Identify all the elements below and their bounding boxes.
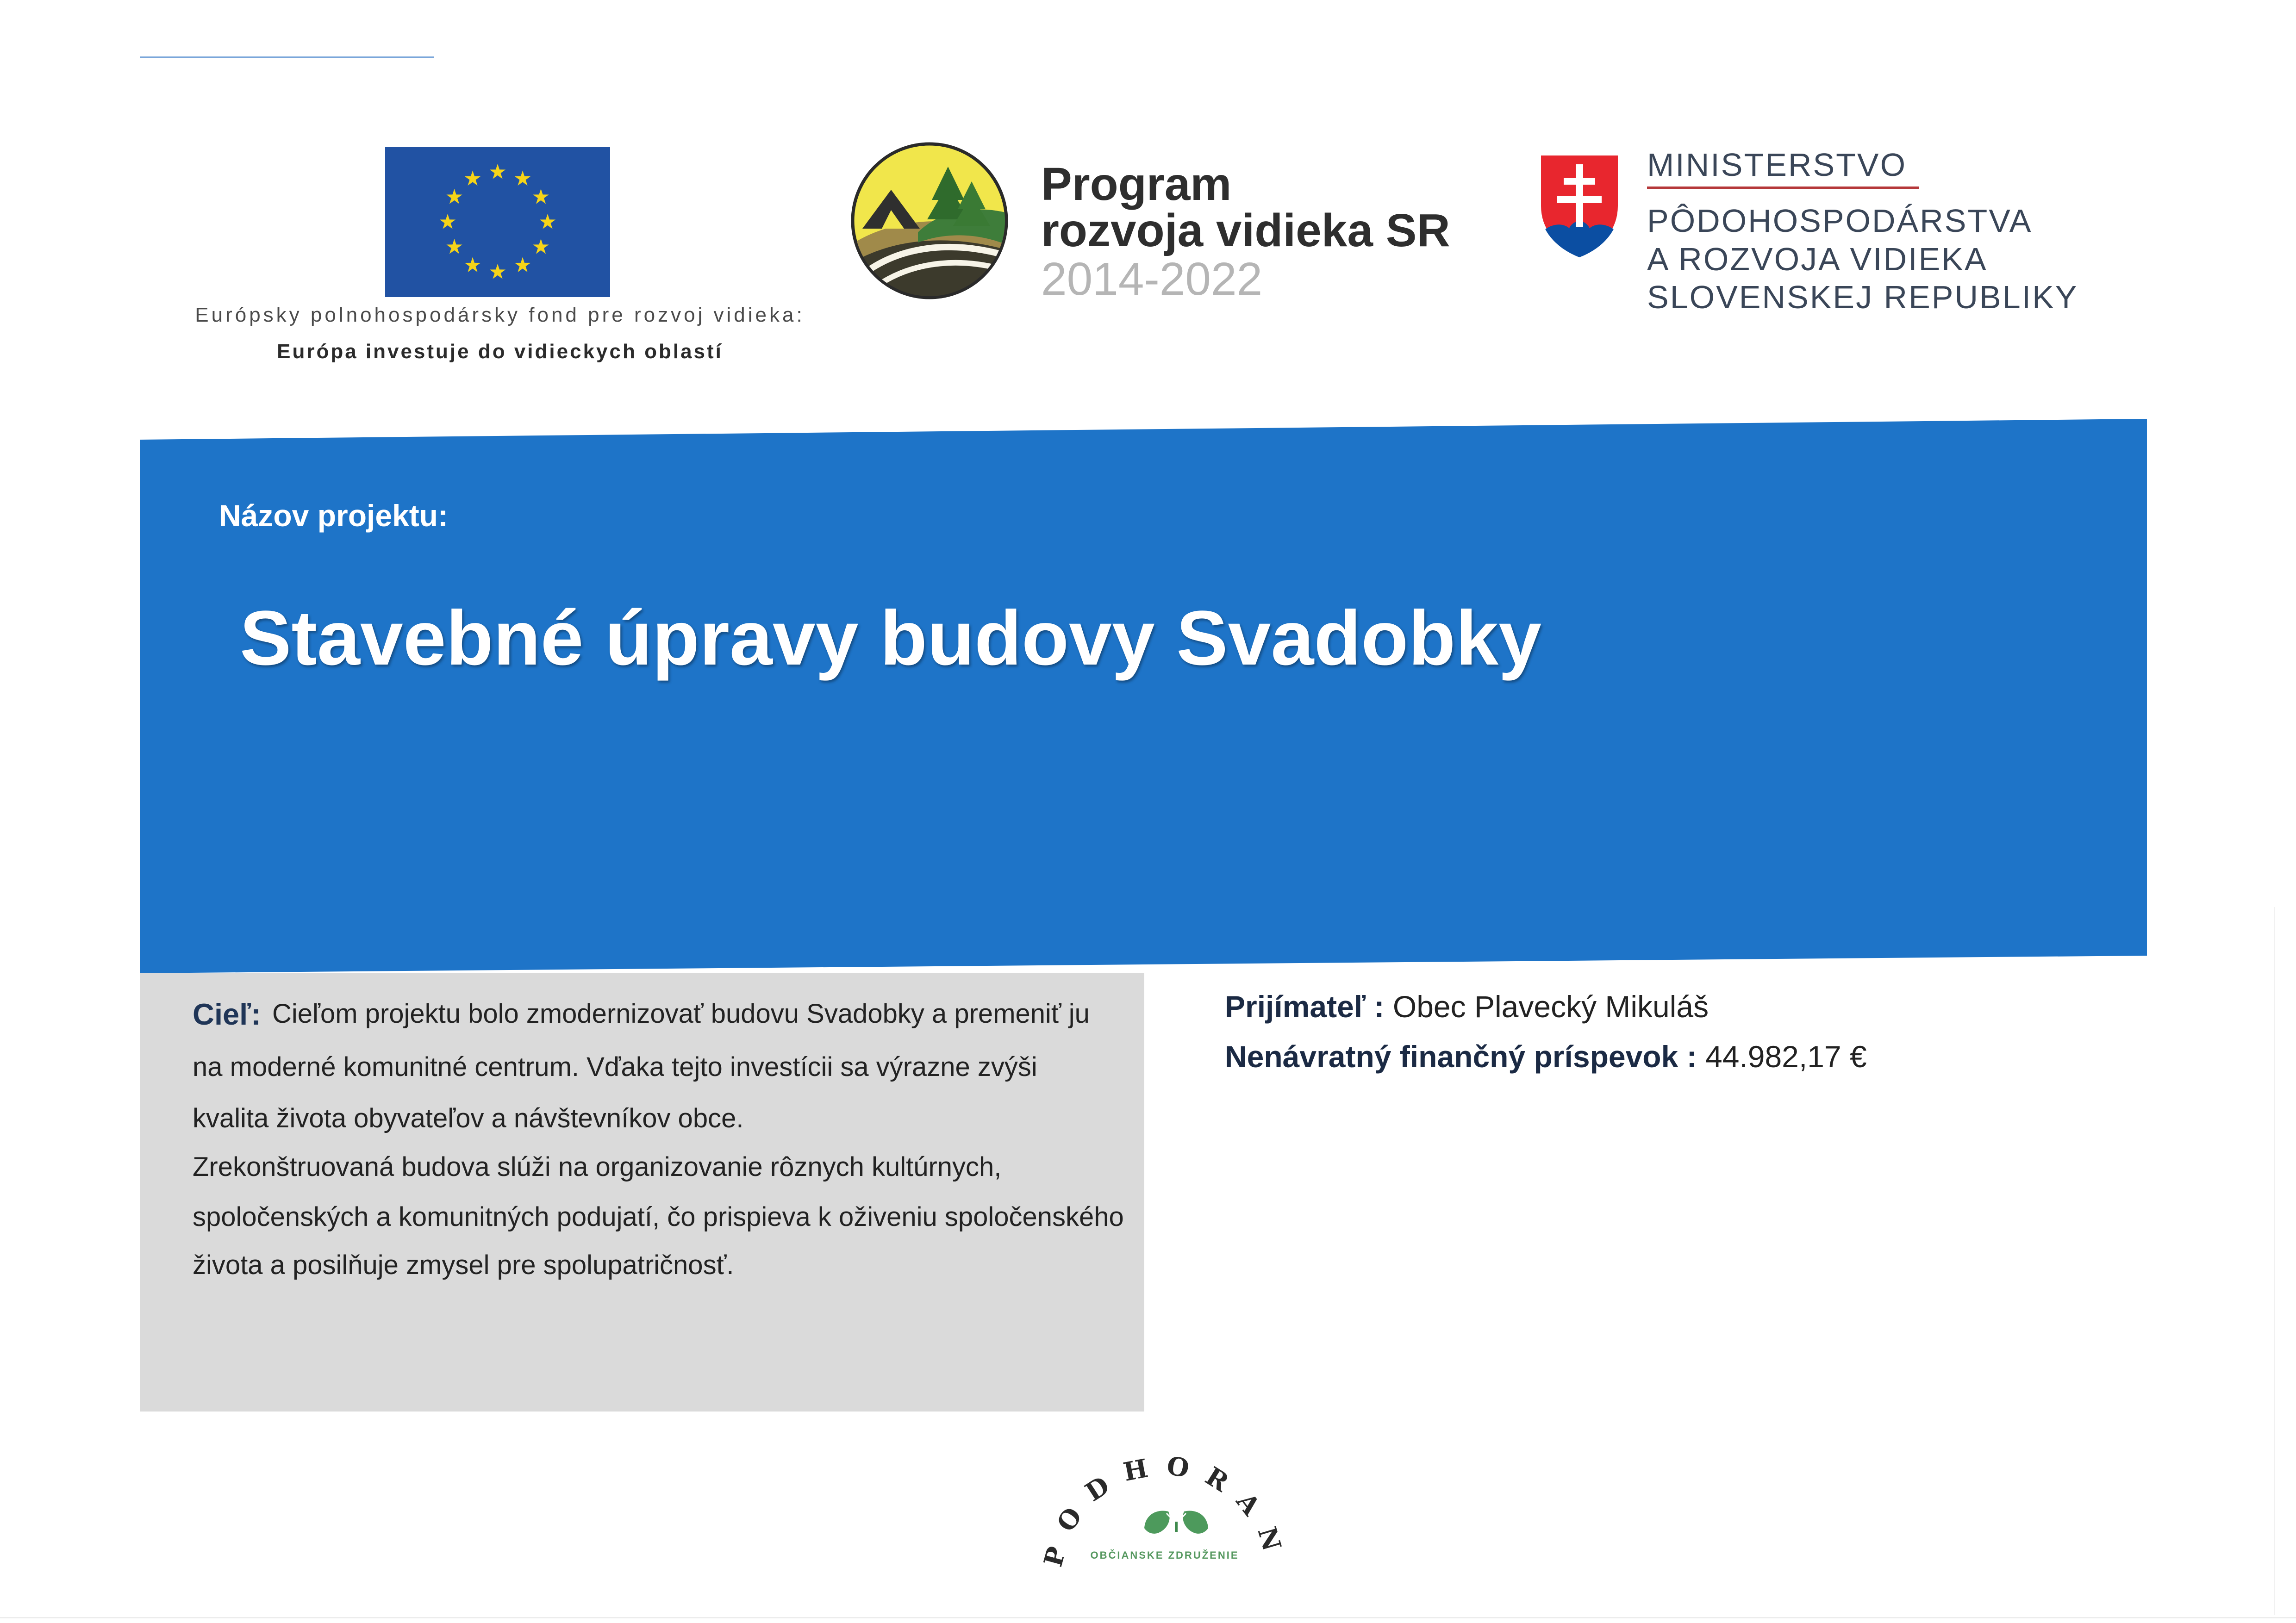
recipient-row <box>1225 991 1709 1022</box>
recipient-value: Obec Plavecký Mikuláš <box>1392 989 1709 1024</box>
project-label: Názov projektu: <box>219 498 449 533</box>
goal-text-line: kvalita života obyvateľov a návštevníkov obce. <box>193 1103 744 1133</box>
slovak-coat-of-arms-icon <box>1537 151 1622 260</box>
program-period: 2014-2022 <box>1041 253 1263 305</box>
recipient-label: Prijímateľ : <box>1225 989 1385 1024</box>
goal-panel <box>140 973 1144 1412</box>
podhoran-leaves-icon <box>1144 1511 1208 1534</box>
ministry-line-4: SLOVENSKEJ REPUBLIKY <box>1647 279 2078 315</box>
podhoran-logo-name-path: PODHORAN <box>1037 1449 1292 1570</box>
ministry-line-2: PÔDOHOSPODÁRSTVA <box>1647 203 2033 239</box>
eu-flag-icon <box>385 147 610 297</box>
grant-value: 44.982,17 € <box>1705 1039 1867 1074</box>
podhoran-logo-subtitle: OBČIANSKE ZDRUŽENIE <box>1090 1549 1239 1561</box>
rural-development-program-logo-icon <box>849 140 1011 302</box>
ministry-line-1: MINISTERSTVO <box>1647 147 1907 183</box>
goal-text-line: života a posilňuje zmysel pre spolupatričnosť. <box>193 1250 734 1280</box>
podhoran-logo <box>1018 1444 1315 1583</box>
coat-of-arms-hills <box>1537 221 1622 260</box>
top-rule <box>140 56 434 58</box>
goal-label: Cieľ: <box>193 997 261 1031</box>
project-title: Stavebné úpravy budovy Svadobky <box>240 595 1542 681</box>
grant-label: Nenávratný finančný príspevok : <box>1225 1039 1697 1074</box>
ministry-underline <box>1647 187 1919 189</box>
goal-text-line: Cieľom projektu bolo zmodernizovať budovu Svadobky a premeniť ju <box>272 999 1090 1029</box>
eu-slogan: Európa investuje do vidieckych oblastí <box>277 340 723 363</box>
goal-text-line: Zrekonštruovaná budova slúži na organizovanie rôznych kultúrnych, <box>193 1152 1002 1182</box>
scan-edge-right <box>2274 907 2275 1615</box>
scan-edge-bottom <box>0 1617 2296 1618</box>
ministry-line-3: A ROZVOJA VIDIEKA <box>1647 241 1988 277</box>
program-title-line1: Program <box>1041 158 1232 210</box>
program-title-line2: rozvoja vidieka SR <box>1041 205 1450 256</box>
goal-text-line: na moderné komunitné centrum. Vďaka tejto investícii sa výrazne zvýši <box>193 1052 1037 1082</box>
goal-text-line: spoločenských a komunitných podujatí, čo prispieva k oživeniu spoločenského <box>193 1202 1124 1232</box>
eu-fund-text: Európsky polnohospodársky fond pre rozvoj vidieka: <box>195 304 805 326</box>
grant-row <box>1225 1041 1867 1072</box>
